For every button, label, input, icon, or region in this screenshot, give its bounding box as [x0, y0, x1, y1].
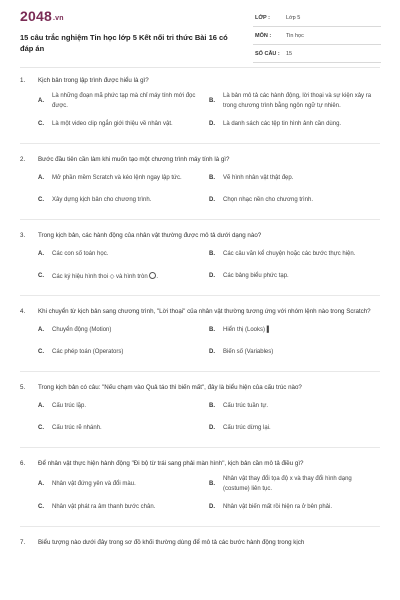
option-key: C.: [38, 349, 44, 356]
option-key: C.: [38, 273, 44, 280]
option-text: [223, 326, 373, 336]
option-key: C.: [38, 121, 44, 128]
meta-key: LỚP :: [255, 15, 270, 21]
question-divider: [20, 219, 380, 220]
option-grid: [0, 171, 400, 209]
meta-key: MÔN :: [255, 33, 272, 39]
question-3: [0, 230, 400, 285]
question-5: [0, 382, 400, 437]
bookmark-icon: ▌: [266, 327, 271, 334]
option-text: Các câu văn kể chuyện hoặc các bước thực hiện.: [223, 251, 356, 258]
option-d[interactable]: [209, 193, 380, 209]
option-text: Cấu trúc tuần tự.: [223, 403, 269, 410]
question-4: [0, 306, 400, 361]
question-list: [0, 75, 400, 548]
option-c[interactable]: [38, 421, 209, 437]
option-text: Cấu trúc rẽ nhánh.: [52, 425, 102, 432]
option-grid: [0, 92, 400, 133]
option-key: D.: [209, 349, 215, 356]
question-header: [0, 306, 400, 317]
option-d[interactable]: [209, 500, 380, 516]
header-divider: [20, 67, 380, 68]
option-a[interactable]: [38, 171, 209, 187]
logo-brand: 2048: [20, 8, 52, 24]
option-d[interactable]: [209, 117, 380, 133]
option-a[interactable]: [38, 247, 209, 263]
question-number: 2.: [20, 156, 26, 163]
option-text: Các con số toán học.: [52, 251, 109, 258]
option-text: Cấu trúc dừng lại.: [223, 425, 271, 432]
option-key: A.: [38, 251, 44, 258]
question-text: Khi chuyển từ kịch bản sang chương trình, "Lời thoại" của nhân vật thường tương ứng với nhóm lệnh nào trong Scratch?: [38, 308, 371, 315]
document-header: [0, 0, 400, 62]
option-key: A.: [38, 97, 44, 104]
option-key: D.: [209, 504, 215, 511]
option-a[interactable]: [38, 323, 209, 339]
option-key: B.: [209, 403, 215, 410]
option-key: A.: [38, 403, 44, 410]
option-key: B.: [209, 175, 215, 182]
option-text: Là những đoạn mã phức tạp mà chỉ máy tính mới đọc được.: [52, 93, 196, 109]
option-grid: [0, 399, 400, 437]
question-1: [0, 75, 400, 133]
option-text: Cấu trúc lặp.: [52, 403, 87, 410]
option-c[interactable]: [38, 117, 209, 133]
option-text: Các bảng biểu phức tạp.: [223, 273, 289, 280]
question-header: [0, 382, 400, 393]
meta-panel: [253, 12, 381, 66]
site-logo[interactable]: [20, 8, 64, 24]
option-b[interactable]: [209, 323, 380, 339]
question-number: 7.: [20, 539, 26, 546]
meta-key: SỐ CÂU :: [255, 51, 280, 57]
option-key: D.: [209, 273, 215, 280]
question-text: Trong kịch bản, các hành động của nhân vật thường được mô tả dưới dạng nào?: [38, 232, 262, 239]
option-c[interactable]: [38, 345, 209, 361]
meta-value: Lớp 5: [286, 15, 301, 21]
circle-icon: [149, 272, 156, 279]
option-key: D.: [209, 121, 215, 128]
option-a[interactable]: [38, 399, 209, 415]
option-text-body: Hiển thị (Looks): [223, 327, 266, 334]
meta-row-grade: [253, 12, 381, 27]
option-text: Các phép toán (Operators): [52, 349, 124, 356]
meta-value: 15: [286, 51, 293, 57]
option-key: B.: [209, 251, 215, 258]
meta-value: Tin học: [286, 33, 304, 39]
option-text: Xây dựng kịch bản cho chương trình.: [52, 197, 152, 204]
option-text: Nhân vật đứng yên và đổi màu.: [52, 480, 136, 487]
option-c[interactable]: [38, 193, 209, 209]
question-header: [0, 75, 400, 86]
question-header: [0, 154, 400, 165]
option-b[interactable]: [209, 399, 380, 415]
question-text: Để nhân vật thực hiện hành động "Đi bộ từ trái sang phải màn hình", kịch bản cần mô tả điều gì?: [38, 460, 304, 467]
option-d[interactable]: [209, 421, 380, 437]
question-text: Kịch bản trong lập trình được hiểu là gì?: [38, 77, 149, 84]
question-number: 6.: [20, 460, 26, 467]
question-2: [0, 154, 400, 209]
option-a[interactable]: [38, 475, 209, 494]
question-number: 4.: [20, 308, 26, 315]
option-text: Là bản mô tả các hành động, lời thoại và sự kiện xảy ra trong chương trình bằng ngôn ngữ tự nhiên.: [223, 93, 372, 109]
question-divider: [20, 143, 380, 144]
option-key: C.: [38, 425, 44, 432]
option-text: Vẽ hình nhân vật thật đẹp.: [223, 175, 294, 182]
option-text: Là danh sách các tệp tin hình ảnh cần dùng.: [223, 121, 342, 128]
question-divider: [20, 371, 380, 372]
question-text: Bước đầu tiên cần làm khi muốn tạo một chương trình máy tính là gì?: [38, 156, 230, 163]
option-key: B.: [209, 480, 215, 487]
question-divider: [20, 447, 380, 448]
option-text: Nhân vật phát ra âm thanh bước chân.: [52, 504, 156, 511]
option-key: B.: [209, 97, 215, 104]
option-key: D.: [209, 425, 215, 432]
option-text-body: Các ký hiệu hình thoi ◇ và hình tròn: [52, 273, 148, 280]
option-key: B.: [209, 327, 215, 334]
option-text: Biến số (Variables): [223, 349, 274, 356]
question-header: [0, 458, 400, 469]
question-7: [0, 537, 400, 548]
question-text: Trong kịch bản có câu: "Nếu chạm vào Quả táo thì biến mất", đây là biểu hiện của cấu trúc nào?: [38, 384, 302, 391]
option-text: Nhân vật biến mất rồi hiện ra ở bên phải.: [223, 504, 332, 511]
question-text: Biểu tượng nào dưới đây trong sơ đồ khối thường dùng để mô tả các bước hành động trong kịch: [38, 539, 305, 546]
option-d[interactable]: [209, 345, 380, 361]
option-text: Chọn nhạc nền cho chương trình.: [223, 197, 314, 204]
option-b[interactable]: [209, 475, 380, 494]
option-d[interactable]: [209, 269, 380, 285]
option-b[interactable]: [209, 92, 380, 111]
option-key: A.: [38, 480, 44, 487]
question-number: 5.: [20, 384, 26, 391]
option-b[interactable]: [209, 171, 380, 187]
option-text: Mở phần mềm Scratch và kéo lệnh ngay lập tức.: [52, 175, 182, 182]
option-c[interactable]: [38, 269, 209, 285]
option-grid: [0, 247, 400, 285]
option-text: Chuyển động (Motion): [52, 327, 112, 334]
logo-tld: .vn: [52, 15, 64, 22]
question-header: [0, 230, 400, 241]
option-text: Là một video clip ngắn giới thiệu về nhân vật.: [52, 121, 173, 128]
question-number: 3.: [20, 232, 26, 239]
option-text: Các ký hiệu hình thoi ◇ và hình tròn .: [52, 273, 159, 280]
option-key: C.: [38, 197, 44, 204]
meta-row-subject: [253, 30, 381, 45]
option-text: Nhân vật thay đổi tọa độ x và thay đổi hình dạng (costume) liên tục.: [223, 476, 352, 492]
option-grid: [0, 323, 400, 361]
option-key: A.: [38, 327, 44, 334]
option-c[interactable]: [38, 500, 209, 516]
meta-row-question-count: [253, 48, 381, 63]
option-a[interactable]: [38, 92, 209, 111]
question-header: [0, 537, 400, 548]
option-key: C.: [38, 504, 44, 511]
option-key: D.: [209, 197, 215, 204]
option-grid: [0, 475, 400, 516]
question-divider: [20, 526, 380, 527]
question-number: 1.: [20, 77, 26, 84]
question-divider: [20, 295, 380, 296]
option-key: A.: [38, 175, 44, 182]
option-b[interactable]: [209, 247, 380, 263]
document-title: 15 câu trắc nghiệm Tin học lớp 5 Kết nối tri thức Bài 16 có đáp án: [20, 33, 228, 53]
question-6: [0, 458, 400, 516]
